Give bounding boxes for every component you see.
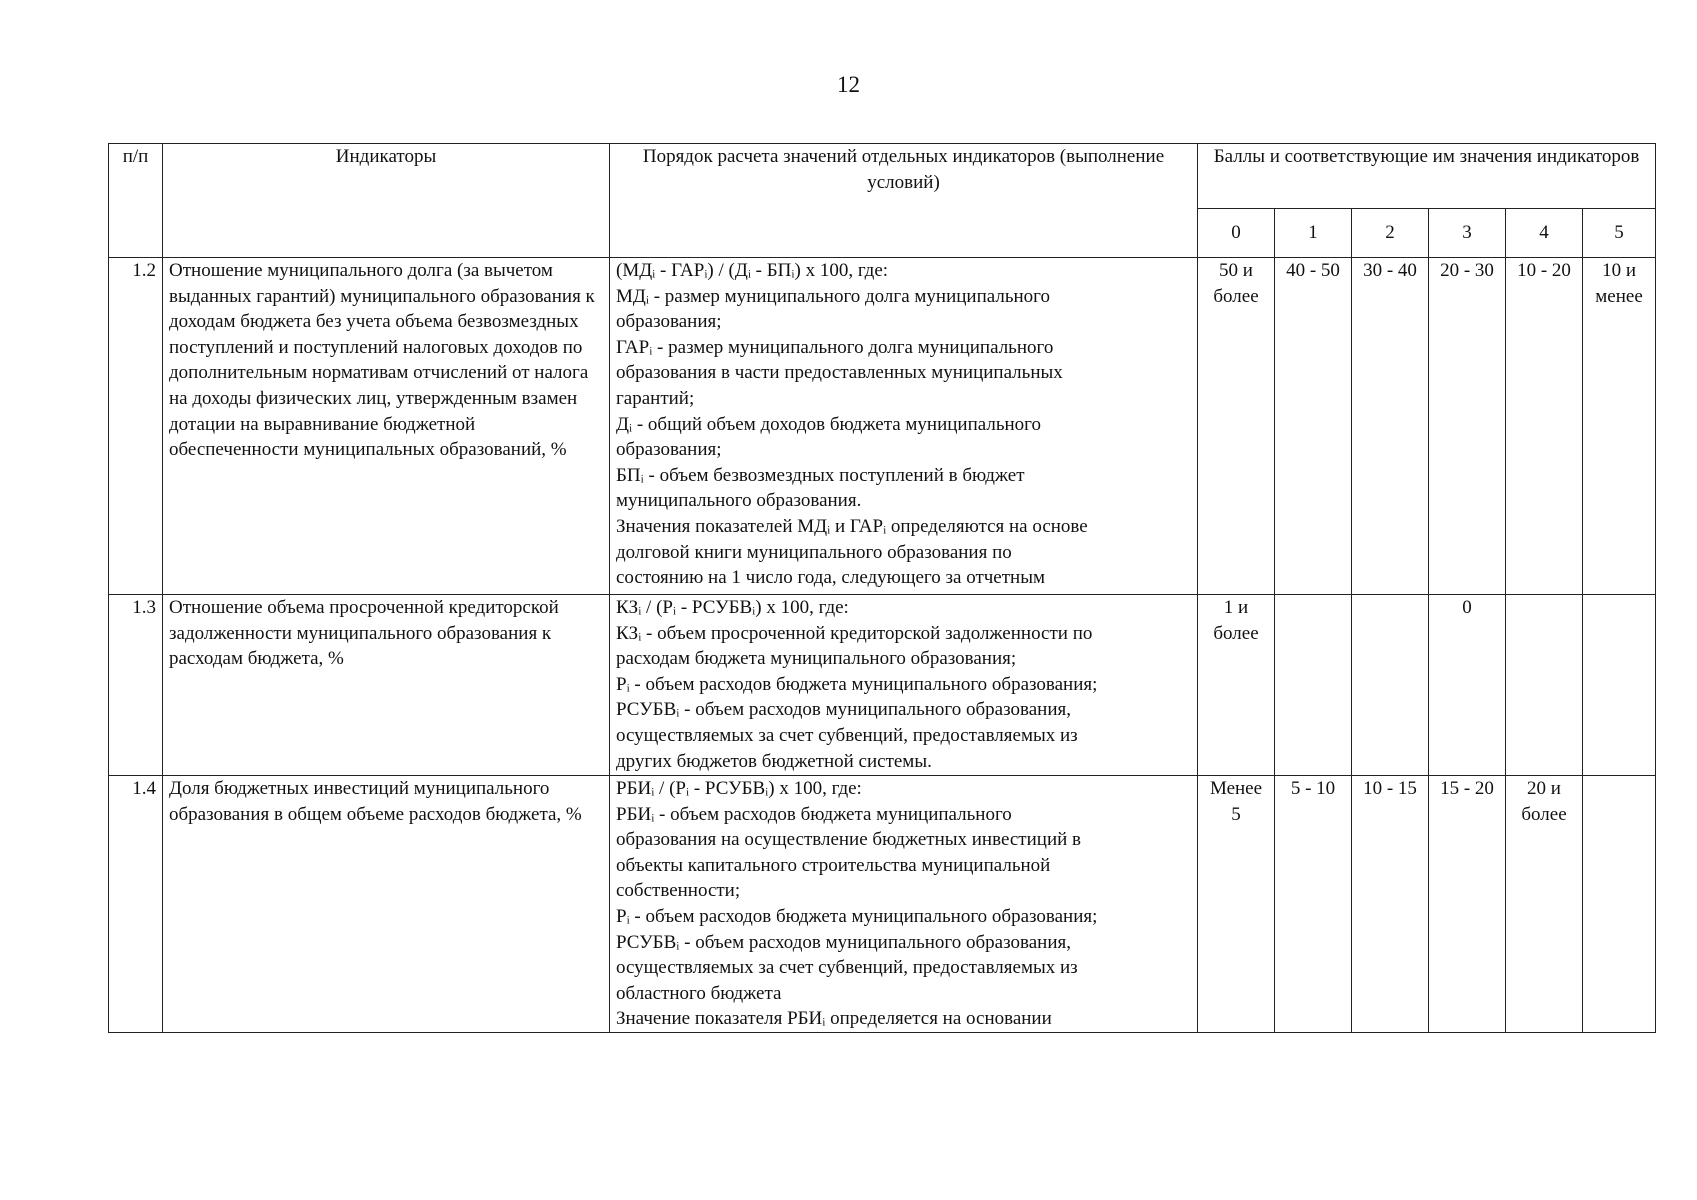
calc-line: собственности; <box>616 880 741 902</box>
calc-line: образования на осуществление бюджетных инвестиций в <box>616 829 1081 851</box>
page-number: 12 <box>837 72 860 97</box>
row-number: 1.4 <box>109 776 163 1033</box>
score-cell: 0 <box>1429 595 1506 776</box>
calc-line: Значения показателей МДᵢ и ГАРᵢ определяются на основе <box>616 515 1088 537</box>
header-score: 5 <box>1583 209 1656 258</box>
score-cell: 30 - 40 <box>1352 258 1429 595</box>
score-cell <box>1583 595 1656 776</box>
table-row <box>109 776 1656 1033</box>
calc-line: Рᵢ - объем расходов бюджета муниципального образования; <box>616 673 1098 695</box>
calc-line: Рᵢ - объем расходов бюджета муниципального образования; <box>616 905 1098 927</box>
calc-line: образования; <box>616 311 722 333</box>
calc-line: Дᵢ - общий объем доходов бюджета муниципального <box>616 413 1042 435</box>
score-cell: 50 и более <box>1198 258 1275 595</box>
header-indicators: Индикаторы <box>163 144 610 258</box>
calc-line: объекты капитального строительства муниципальной <box>616 854 1051 876</box>
row-number: 1.2 <box>109 258 163 595</box>
score-cell: Менее 5 <box>1198 776 1275 1033</box>
calc-cell <box>610 776 1198 1033</box>
score-cell: 40 - 50 <box>1275 258 1352 595</box>
calc-cell <box>610 258 1198 595</box>
header-num: п/п <box>109 144 163 258</box>
score-cell: 10 - 20 <box>1506 258 1583 595</box>
score-cell: 5 - 10 <box>1275 776 1352 1033</box>
indicator-text: Отношение муниципального долга (за вычетом выданных гарантий) муниципального образования к доходам бюджета без учета объема безвозмездных поступлений и поступлений налоговых доходов по дополнительным нормативам отчислений от налога на доходы физических лиц, утвержденным взамен дотации на выравнивание бюджетной обеспеченности муниципальных образований, % <box>163 258 610 595</box>
calc-line: (МДᵢ - ГАРᵢ) / (Дᵢ - БПᵢ) х 100, где: <box>616 260 889 281</box>
calc-line: РСУБВᵢ - объем расходов муниципального образования, <box>616 931 1071 953</box>
calc-line: гарантий; <box>616 387 695 409</box>
score-cell <box>1275 595 1352 776</box>
calc-line: состоянию на 1 число года, следующего за отчетным <box>616 567 1045 589</box>
calc-line: других бюджетов бюджетной системы. <box>616 750 932 772</box>
calc-line: КЗᵢ - объем просроченной кредиторской задолженности по <box>616 622 1093 644</box>
score-cell <box>1352 595 1429 776</box>
indicator-text: Отношение объема просроченной кредиторской задолженности муниципального образования к расходам бюджета, % <box>163 595 610 776</box>
score-cell: 20 и более <box>1506 776 1583 1033</box>
calc-cell <box>610 595 1198 776</box>
calc-line: образования; <box>616 439 722 461</box>
calc-line: образования в части предоставленных муниципальных <box>616 362 1063 384</box>
indicator-text: Доля бюджетных инвестиций муниципального образования в общем объеме расходов бюджета, % <box>163 776 610 1033</box>
calc-line: осуществляемых за счет субвенций, предоставляемых из <box>616 724 1078 746</box>
calc-line: КЗᵢ / (Рᵢ - РСУБВᵢ) х 100, где: <box>616 597 849 618</box>
calc-line: осуществляемых за счет субвенций, предоставляемых из <box>616 957 1078 979</box>
header-score: 3 <box>1429 209 1506 258</box>
header-score: 1 <box>1275 209 1352 258</box>
row-number: 1.3 <box>109 595 163 776</box>
calc-line: областного бюджета <box>616 982 782 1004</box>
calc-line: РСУБВᵢ - объем расходов муниципального образования, <box>616 699 1071 721</box>
header-score: 4 <box>1506 209 1583 258</box>
indicators-table <box>108 143 1656 1033</box>
table-row <box>109 258 1656 595</box>
calc-line: муниципального образования. <box>616 490 862 512</box>
table-row <box>109 595 1656 776</box>
calc-line: расходам бюджета муниципального образования; <box>616 648 1017 670</box>
score-cell: 20 - 30 <box>1429 258 1506 595</box>
header-scores-group: Баллы и соответствующие им значения индикаторов <box>1198 144 1656 209</box>
score-cell <box>1506 595 1583 776</box>
calc-line: Значение показателя РБИᵢ определяется на основании <box>616 1008 1052 1030</box>
score-cell: 15 - 20 <box>1429 776 1506 1033</box>
calc-line: МДᵢ - размер муниципального долга муниципального <box>616 285 1050 307</box>
header-score: 2 <box>1352 209 1429 258</box>
header-score: 0 <box>1198 209 1275 258</box>
calc-line: РБИᵢ - объем расходов бюджета муниципального <box>616 803 1012 825</box>
header-calc: Порядок расчета значений отдельных индикаторов (выполнение условий) <box>610 144 1198 258</box>
calc-line: ГАРᵢ - размер муниципального долга муниципального <box>616 336 1054 358</box>
score-cell <box>1583 776 1656 1033</box>
score-cell: 10 - 15 <box>1352 776 1429 1033</box>
calc-line: БПᵢ - объем безвозмездных поступлений в бюджет <box>616 464 1025 486</box>
score-cell: 10 и менее <box>1583 258 1656 595</box>
calc-line: долговой книги муниципального образования по <box>616 541 1012 563</box>
score-cell: 1 и более <box>1198 595 1275 776</box>
calc-line: РБИᵢ / (Рᵢ - РСУБВᵢ) х 100, где: <box>616 778 862 799</box>
